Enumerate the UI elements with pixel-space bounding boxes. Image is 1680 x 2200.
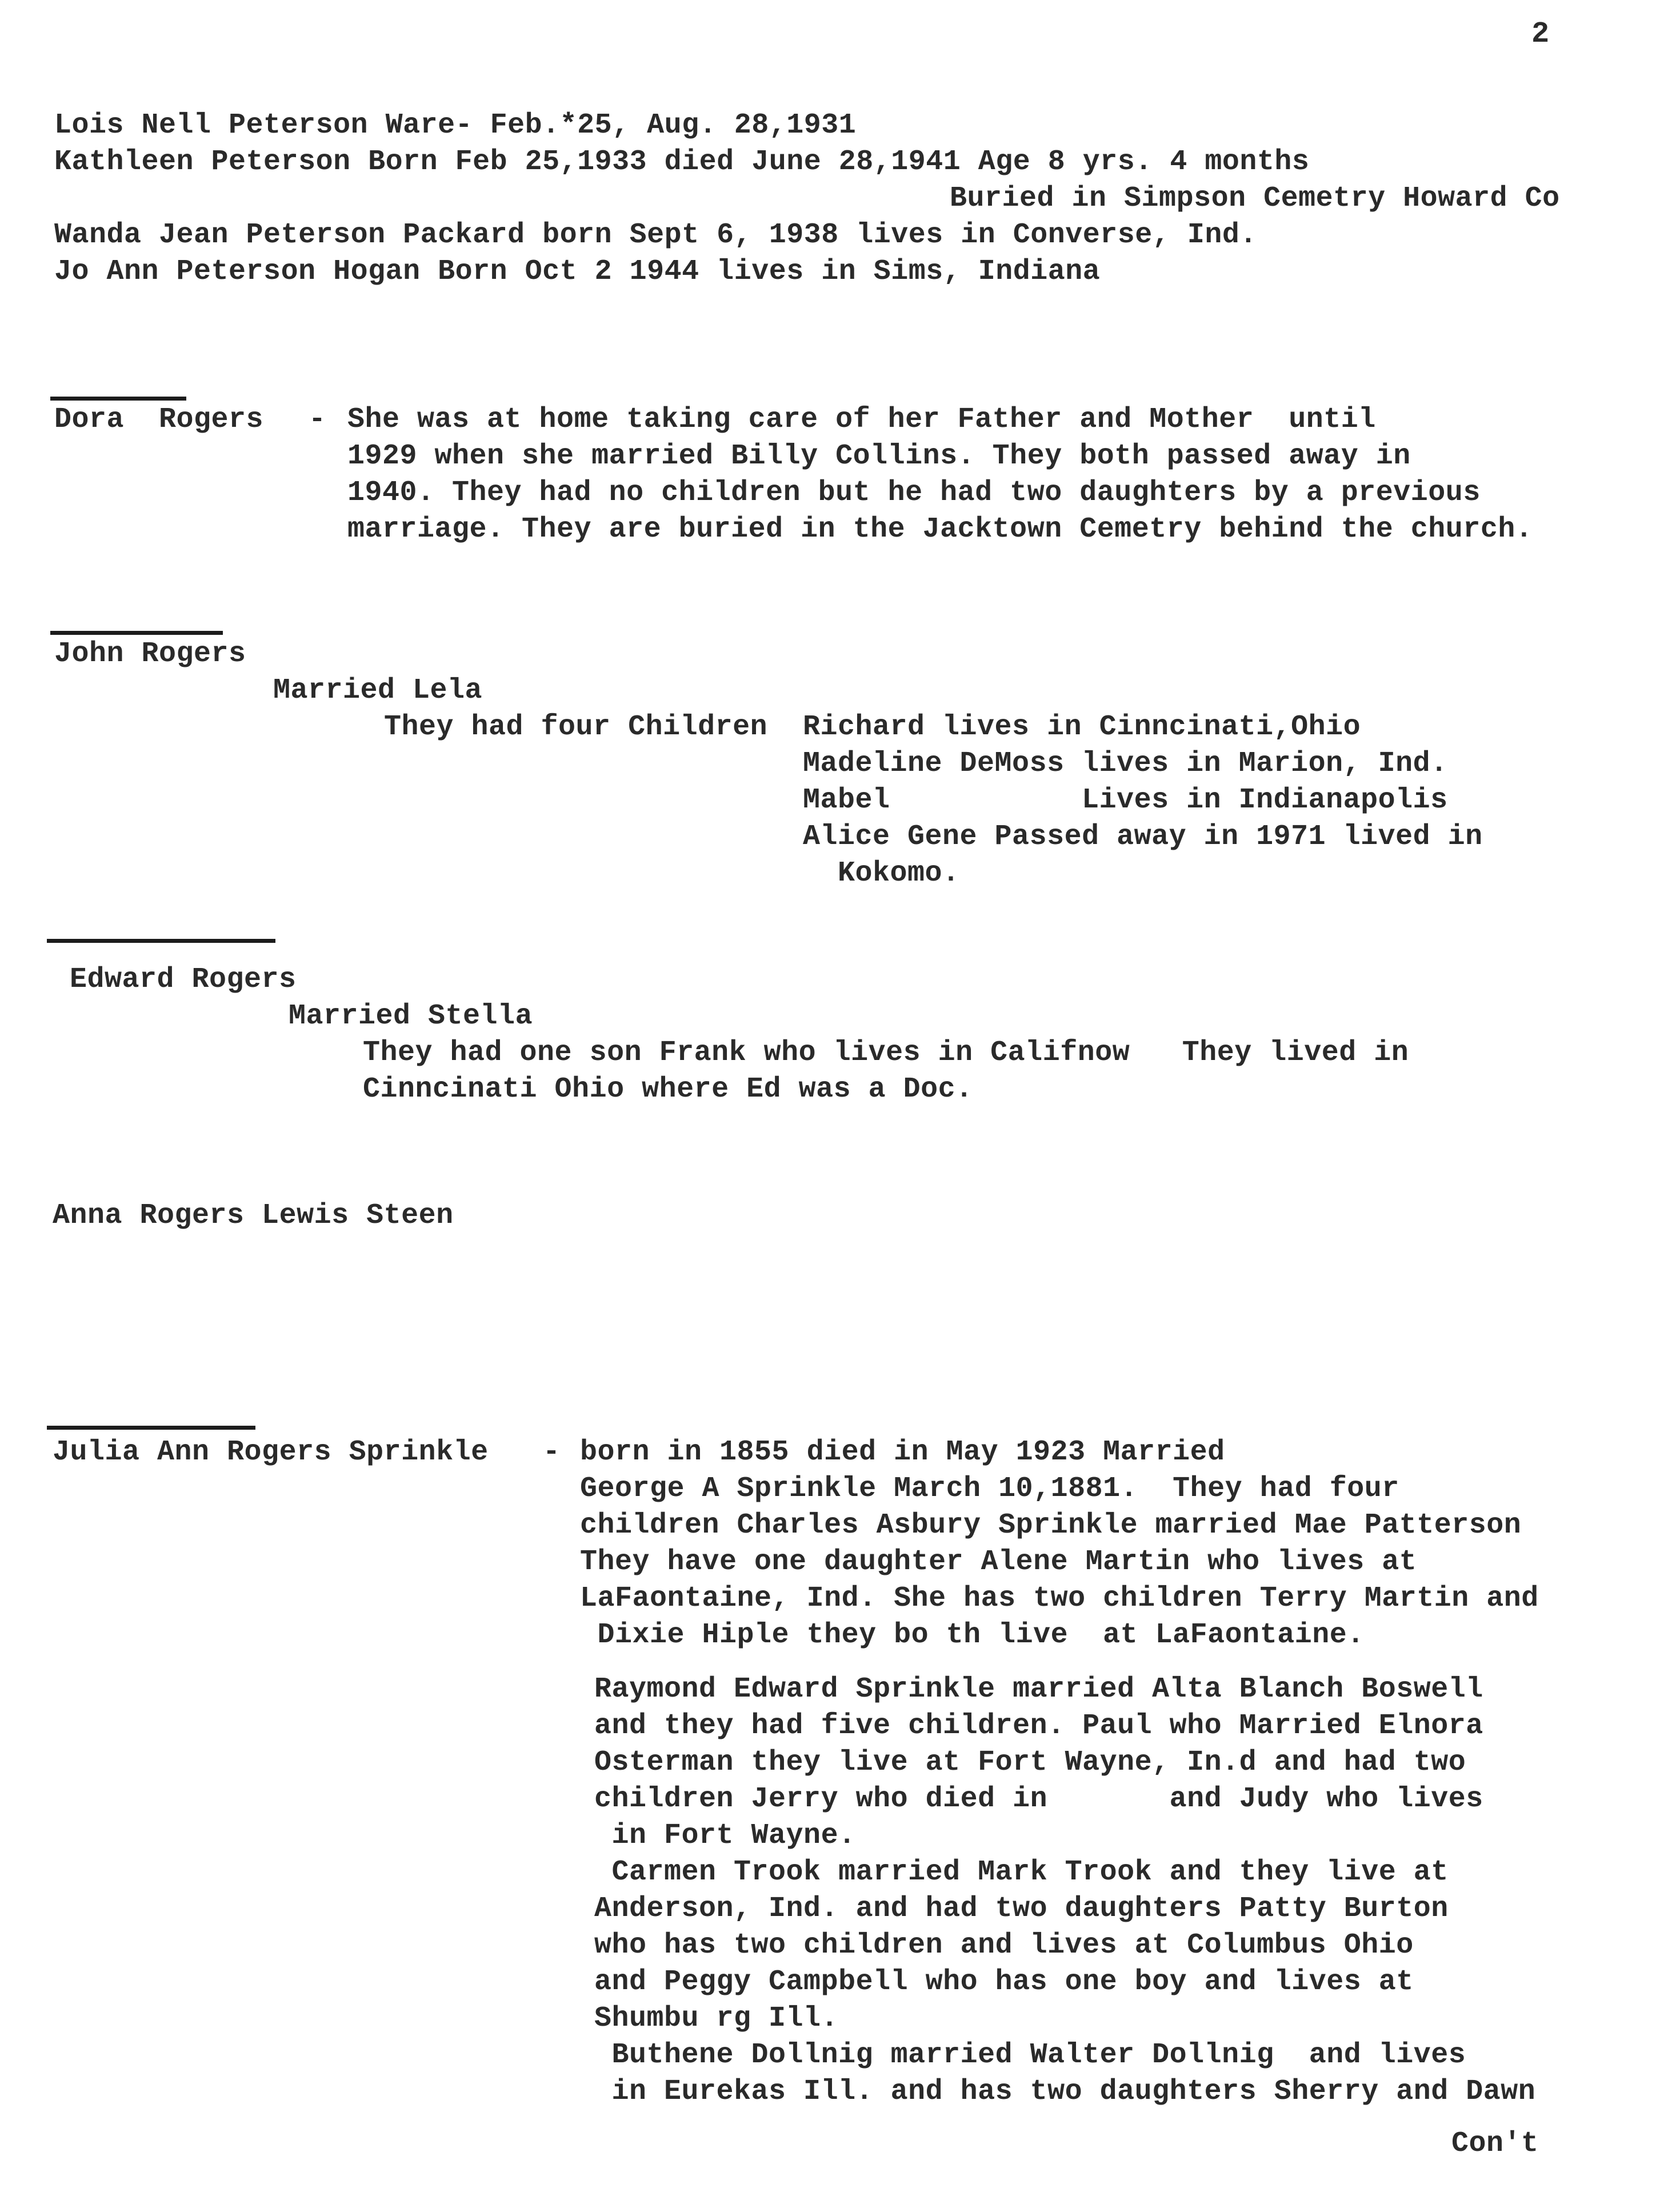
anna-name: Anna Rogers Lewis Steen [53,1199,454,1232]
john-child: Alice Gene Passed away in 1971 lived in [803,821,1483,853]
julia-line: Dixie Hiple they bo th live at LaFaontaine. [580,1619,1365,1651]
dora-line: marriage. They are buried in the Jacktown Cemetry behind the church. [347,513,1533,546]
julia-line: children Charles Asbury Sprinkle married Mae Patterson [580,1509,1522,1542]
edward-name: Edward Rogers [70,963,297,996]
dora-dash: - [309,403,326,436]
julia-line: Raymond Edward Sprinkle married Alta Blanch Boswell [594,1673,1483,1706]
peterson-line: Buried in Simpson Cemetry Howard Co [950,182,1560,215]
page-number: 2 [1531,17,1550,51]
julia-name: Julia Ann Rogers Sprinkle [53,1436,489,1469]
john-name: John Rogers [54,638,246,670]
peterson-line: Lois Nell Peterson Ware- Feb.*25, Aug. 28,1931 [54,109,857,142]
peterson-line: Wanda Jean Peterson Packard born Sept 6, 1938 lives in Converse, Ind. [54,219,1257,251]
julia-line: born in 1855 died in May 1923 Married [580,1436,1225,1469]
julia-line: LaFaontaine, Ind. She has two children Terry Martin and [580,1582,1539,1615]
section-divider [47,1426,255,1430]
peterson-line: Kathleen Peterson Born Feb 25,1933 died June 28,1941 Age 8 yrs. 4 months [54,146,1310,178]
john-children-intro: They had four Children [384,711,768,743]
julia-line: George A Sprinkle March 10,1881. They had four [580,1473,1399,1505]
julia-line: Carmen Trook married Mark Trook and they live at [594,1856,1449,1889]
john-married: Married Lela [273,674,483,707]
edward-line: They had one son Frank who lives in Califnow They lived in [363,1037,1409,1069]
julia-line: Anderson, Ind. and had two daughters Patty Burton [594,1893,1449,1925]
julia-line: and Peggy Campbell who has one boy and lives at [594,1966,1414,1998]
julia-line: They have one daughter Alene Martin who lives at [580,1546,1417,1578]
section-divider [47,939,275,943]
julia-line: Buthene Dollnig married Walter Dollnig and lives [594,2039,1466,2071]
julia-line: in Eurekas Ill. and has two daughters Sherry and Dawn [594,2075,1536,2108]
edward-married: Married Stella [289,1000,533,1033]
john-child: Richard lives in Cinncinati,Ohio [803,711,1361,743]
john-child: Madeline DeMoss lives in Marion, Ind. [803,747,1448,780]
julia-dash: - [543,1436,561,1469]
john-child: Kokomo. [803,857,960,890]
julia-line: children Jerry who died in and Judy who lives [594,1783,1483,1815]
dora-line: 1929 when she married Billy Collins. They both passed away in [347,440,1411,473]
dora-line: 1940. They had no children but he had two daughters by a previous [347,477,1481,509]
dora-line: She was at home taking care of her Father and Mother until [347,403,1376,436]
continued-marker: Con't [1451,2127,1539,2160]
julia-line: Shumbu rg Ill. [594,2002,839,2035]
julia-line: who has two children and lives at Columbus Ohio [594,1929,1414,1962]
section-divider [50,631,223,635]
john-child: Mabel Lives in Indianapolis [803,784,1448,817]
peterson-line: Jo Ann Peterson Hogan Born Oct 2 1944 lives in Sims, Indiana [54,255,1101,288]
julia-line: Osterman they live at Fort Wayne, In.d and had two [594,1746,1466,1779]
edward-line: Cinncinati Ohio where Ed was a Doc. [363,1073,973,1106]
dora-name: Dora Rogers [54,403,264,436]
julia-line: and they had five children. Paul who Married Elnora [594,1710,1483,1742]
section-divider [50,397,186,401]
julia-line: in Fort Wayne. [594,1819,856,1852]
